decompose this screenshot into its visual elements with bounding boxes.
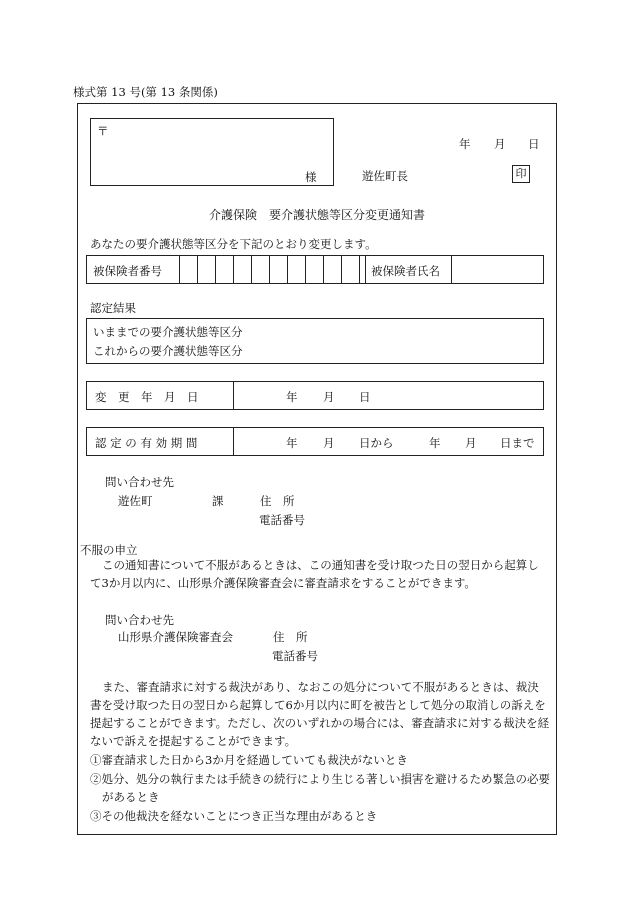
date-month: 月 [494, 137, 506, 151]
result-heading: 認定結果 [90, 301, 136, 315]
document-title: 介護保険 要介護状態等区分変更通知書 [209, 208, 426, 222]
lawsuit-item-2: ②処分、処分の執行または手続きの続行により生じる著しい損害を避けるため緊急の必要があるとき [90, 772, 550, 804]
result-box [86, 318, 544, 364]
change-date-day: 日 [359, 390, 371, 404]
change-date-row [86, 381, 544, 410]
change-date-month: 月 [323, 390, 335, 404]
date-year: 年 [459, 137, 471, 151]
validity-to-year: 年 [429, 436, 441, 450]
insured-number-digit [179, 256, 180, 283]
postal-mark: 〒 [97, 124, 109, 138]
contact-heading: 問い合わせ先 [105, 475, 174, 489]
validity-from-month: 月 [323, 436, 335, 450]
insured-number-digit [215, 256, 216, 283]
insured-name-label: 被保険者氏名 [371, 264, 440, 278]
insured-number-label: 被保険者番号 [93, 264, 162, 278]
form-number: 様式第 13 号(第 13 条関係) [73, 85, 218, 99]
validity-from-year: 年 [286, 436, 298, 450]
lawsuit-item-1: ①審査請求した日から3か月を経過していても裁決がないとき [90, 753, 408, 767]
contact-section: 課 [212, 494, 224, 508]
review-board-contact-heading: 問い合わせ先 [105, 613, 174, 627]
change-date-label: 変 更 年 月 日 [95, 390, 199, 404]
change-date-year: 年 [286, 390, 298, 404]
validity-period-label: 認 定 の 有 効 期 間 [95, 436, 198, 450]
validity-to-month: 月 [465, 436, 477, 450]
appeal-body: この通知書について不服があるときは、この通知書を受け取つた日の翌日から起算して3か月以内に、山形県介護保険審査会に審査請求をすることができます。 [90, 558, 539, 590]
date-day: 日 [528, 137, 540, 151]
insured-row [86, 255, 544, 284]
insured-number-digit [323, 256, 324, 283]
validity-period-divider [233, 428, 234, 455]
insured-number-digit [197, 256, 198, 283]
issuer-name: 遊佐町長 [362, 169, 408, 183]
validity-to-day: 日まで [500, 436, 535, 450]
contact-phone-label: 電話番号 [259, 513, 305, 527]
contact-address-label: 住 所 [260, 494, 295, 508]
insured-number-digit [287, 256, 288, 283]
intro-text: あなたの要介護状態等区分を下記のとおり変更します。 [90, 237, 377, 251]
contact-org: 遊佐町 [118, 494, 153, 508]
new-care-level-label: これからの要介護状態等区分 [93, 344, 243, 358]
recipient-address-box [90, 118, 334, 186]
review-board-phone-label: 電話番号 [272, 649, 318, 663]
appeal-heading: 不服の申立 [80, 543, 138, 557]
honorific-sama: 様 [305, 170, 317, 184]
insured-number-digit [305, 256, 306, 283]
validity-from-day: 日から [359, 436, 394, 450]
change-date-divider [233, 382, 234, 409]
insured-name-field [451, 256, 452, 283]
previous-care-level-label: いままでの要介護状態等区分 [93, 325, 243, 339]
insured-number-digit [341, 256, 342, 283]
lawsuit-item-3: ③その他裁決を経ないことにつき正当な理由があるとき [90, 809, 378, 823]
insured-number-digit [359, 256, 360, 283]
seal-stamp: 印 [512, 165, 530, 183]
insured-number-digit [251, 256, 252, 283]
validity-period-row [86, 427, 544, 456]
review-board-name: 山形県介護保険審査会 [118, 630, 233, 644]
lawsuit-body: また、審査請求に対する裁決があり、なおこの処分について不服があるときは、裁決書を受け取つた日の翌日から起算して6か月以内に町を被告として処分の取消しの訴えを提起することができます。ただし、次のいずれかの場合には、審査請求に対する裁決を経ないで訴えを提起することができます。 [90, 680, 550, 748]
insured-number-digit [269, 256, 270, 283]
review-board-address-label: 住 所 [273, 630, 308, 644]
insured-number-digit [233, 256, 234, 283]
insured-number-divider [365, 256, 366, 283]
